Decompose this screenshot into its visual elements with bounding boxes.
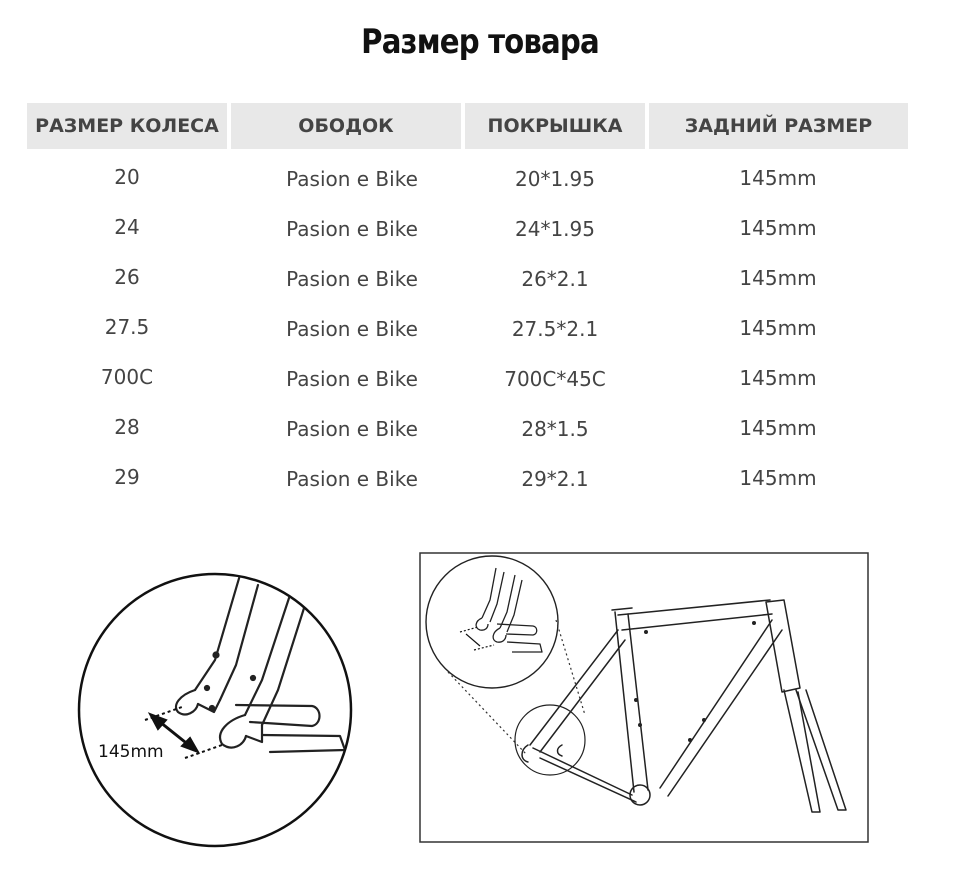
header-rim: ОБОДОК <box>231 103 461 149</box>
rear-spacing-label: 145mm <box>98 742 164 762</box>
table-cell: 145mm <box>739 216 817 240</box>
table-cell: 24*1.95 <box>515 217 595 241</box>
table-cell: Pasion e Bike <box>286 217 418 241</box>
header-rear-size: ЗАДНИЙ РАЗМЕР <box>649 103 908 149</box>
table-cell: 27.5*2.1 <box>511 317 599 341</box>
table-cell: 26 <box>114 265 140 289</box>
table-cell: 145mm <box>739 466 817 490</box>
table-cell: 26*2.1 <box>521 267 589 291</box>
table-cell: 28 <box>114 415 140 439</box>
table-cell: 20 <box>114 165 140 189</box>
table-cell: 145mm <box>739 166 817 190</box>
table-cell: 28*1.5 <box>521 417 589 441</box>
table-cell: Pasion e Bike <box>286 267 418 291</box>
table-cell: Pasion e Bike <box>286 367 418 391</box>
header-wheel-size: РАЗМЕР КОЛЕСА <box>27 103 227 149</box>
table-cell: Pasion e Bike <box>286 167 418 191</box>
table-cell: 24 <box>114 215 140 239</box>
table-cell: Pasion e Bike <box>286 417 418 441</box>
table-cell: 29 <box>114 465 140 489</box>
table-cell: 700C <box>100 365 154 389</box>
table-cell: 145mm <box>739 266 817 290</box>
table-cell: 145mm <box>739 366 817 390</box>
table-cell: 145mm <box>739 316 817 340</box>
header-tire: ПОКРЫШКА <box>465 103 645 149</box>
table-cell: 145mm <box>739 416 817 440</box>
page-title: Размер товара <box>361 22 599 62</box>
table-cell: 27.5 <box>104 315 150 339</box>
table-cell: Pasion e Bike <box>286 317 418 341</box>
table-cell: 29*2.1 <box>521 467 589 491</box>
table-cell: Pasion e Bike <box>286 467 418 491</box>
table-cell: 20*1.95 <box>515 167 595 191</box>
table-cell: 700C*45C <box>504 367 606 391</box>
